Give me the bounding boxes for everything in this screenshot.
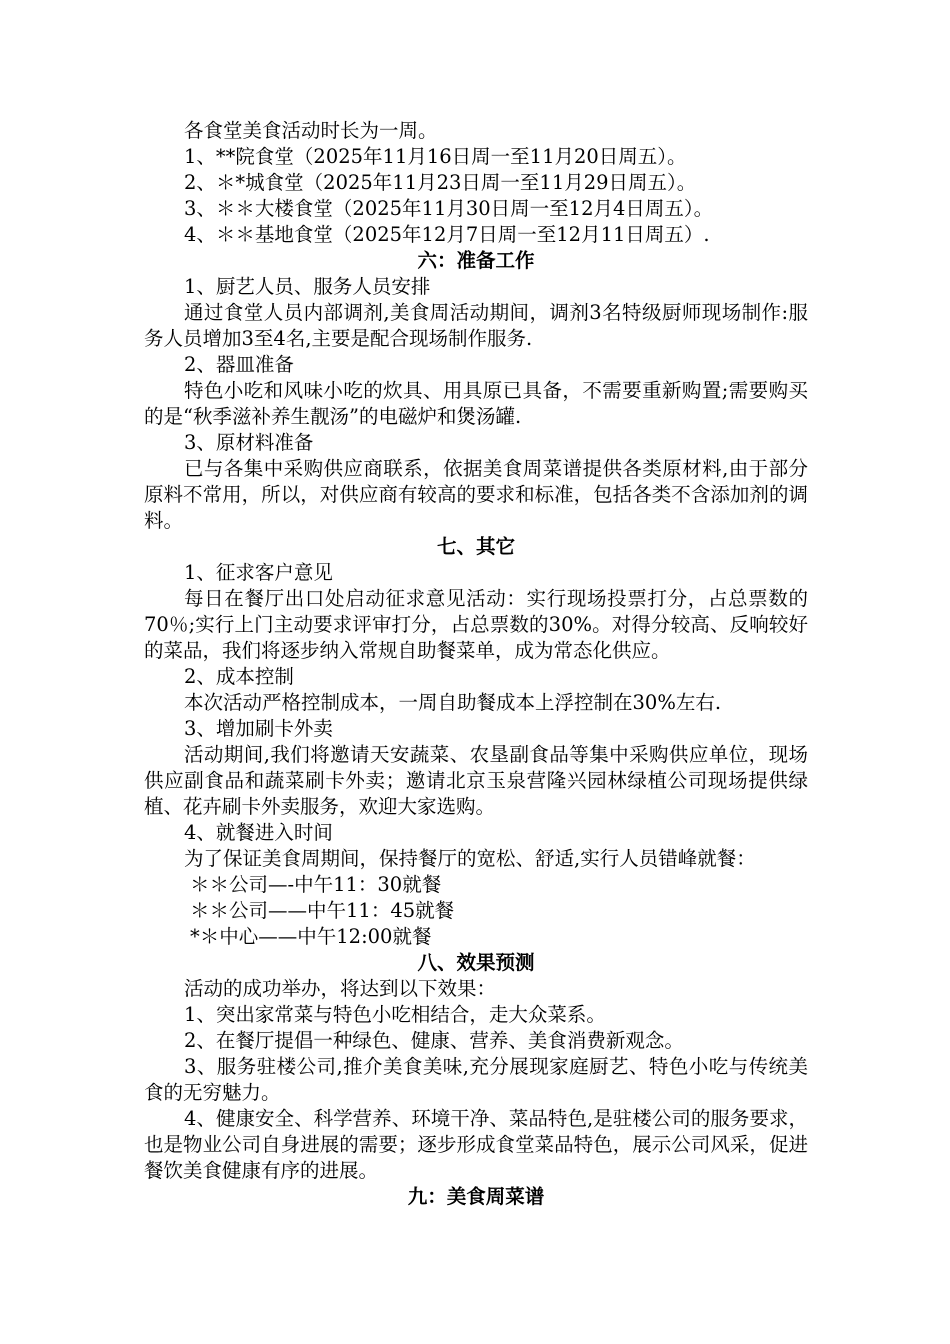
section-7-subheading-1: 1、征求客户意见 xyxy=(184,561,333,584)
section-6-paragraph-2: 特色小吃和风味小吃的炊具、用具原已具备，不需要重新购置;需要购买的是“秋季滋补养生靓汤”的电磁炉和煲汤罐. xyxy=(144,379,808,428)
section-7-subheading-4: 4、就餐进入时间 xyxy=(184,821,333,844)
effect-item-3: 3、服务驻楼公司,推介美食美味,充分展现家庭厨艺、特色小吃与传统美食的无穷魅力。 xyxy=(144,1055,808,1104)
section-7-paragraph-4: 为了保证美食周期间，保持餐厅的宽松、舒适,实行人员错峰就餐： xyxy=(184,847,756,870)
schedule-intro: 各食堂美食活动时长为一周。 xyxy=(184,119,438,142)
section-6-paragraph-3: 已与各集中采购供应商联系，依据美食周菜谱提供各类原材料,由于部分原料不常用，所以，对供应商有较高的要求和标准，包括各类不含添加剂的调料。 xyxy=(144,457,808,532)
schedule-item-2: 2、＊*城食堂（2025年11月23日周一至11月29日周五）。 xyxy=(184,171,697,194)
section-6-paragraph-1: 通过食堂人员内部调剂,美食周活动期间，调剂3名特级厨师现场制作:服务人员增加3至4名,主要是配合现场制作服务. xyxy=(144,301,808,350)
dining-time-1: ＊＊公司—-中午11：30就餐 xyxy=(190,873,442,896)
section-7-subheading-3: 3、增加刷卡外卖 xyxy=(184,717,333,740)
dining-time-2: ＊＊公司——中午11：45就餐 xyxy=(190,899,455,922)
section-7-paragraph-3: 活动期间,我们将邀请天安蔬菜、农垦副食品等集中采购供应单位，现场供应副食品和蔬菜刷卡外卖；邀请北京玉泉营隆兴园林绿植公司现场提供绿植、花卉刷卡外卖服务，欢迎大家选购。 xyxy=(144,743,808,818)
document-page xyxy=(144,118,808,1210)
section-6-subheading-2: 2、器皿准备 xyxy=(184,353,294,376)
section-8-heading: 八、效果预测 xyxy=(417,951,535,974)
dining-time-3: *＊中心——中午12:00就餐 xyxy=(190,925,432,948)
section-6-subheading-3: 3、原材料准备 xyxy=(184,431,314,454)
section-7-paragraph-1: 每日在餐厅出口处启动征求意见活动：实行现场投票打分，占总票数的70％;实行上门主动要求评审打分，占总票数的30%。对得分较高、反响较好的菜品，我们将逐步纳入常规自助餐菜单，成为常态化供应。 xyxy=(144,587,808,662)
section-9-heading: 九：美食周菜谱 xyxy=(407,1185,545,1208)
effect-item-1: 1、突出家常菜与特色小吃相结合，走大众菜系。 xyxy=(184,1003,606,1026)
effect-item-2: 2、在餐厅提倡一种绿色、健康、营养、美食消费新观念。 xyxy=(184,1029,684,1052)
section-6-heading: 六：准备工作 xyxy=(417,249,535,272)
section-8-intro: 活动的成功举办，将达到以下效果： xyxy=(184,977,497,1000)
section-7-subheading-2: 2、成本控制 xyxy=(184,665,294,688)
schedule-item-3: 3、＊＊大楼食堂（2025年11月30日周一至12月4日周五）。 xyxy=(184,197,714,220)
schedule-item-1: 1、**院食堂（2025年11月16日周一至11月20日周五）。 xyxy=(184,145,687,168)
section-6-subheading-1: 1、厨艺人员、服务人员安排 xyxy=(184,275,431,298)
effect-item-4: 4、健康安全、科学营养、环境干净、菜品特色,是驻楼公司的服务要求，也是物业公司自身进展的需要；逐步形成食堂菜品特色，展示公司风采，促进餐饮美食健康有序的进展。 xyxy=(144,1107,808,1182)
schedule-item-4: 4、＊＊基地食堂（2025年12月7日周一至12月11日周五）. xyxy=(184,223,710,246)
section-7-heading: 七、其它 xyxy=(436,535,515,558)
section-7-paragraph-2: 本次活动严格控制成本，一周自助餐成本上浮控制在30%左右. xyxy=(184,691,722,714)
